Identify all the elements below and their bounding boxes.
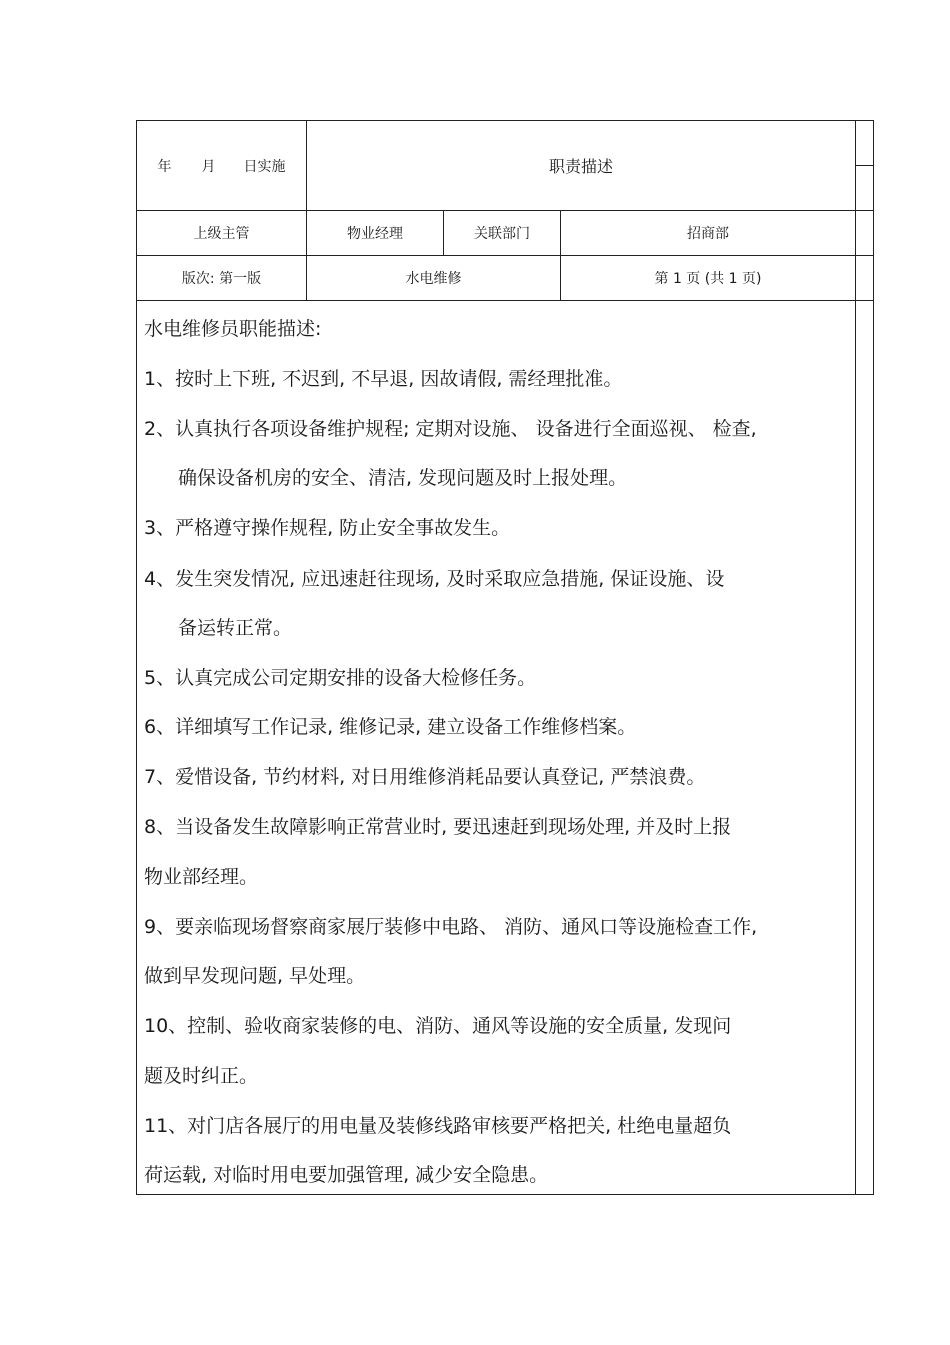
implementation-date bbox=[137, 121, 306, 210]
date-year: 年 bbox=[157, 158, 172, 175]
side-strip-divider bbox=[855, 165, 874, 166]
duty-line: 7、爱惜设备, 节约材料, 对日用维修消耗品要认真登记, 严禁浪费。 bbox=[144, 766, 706, 788]
row-divider-3 bbox=[136, 300, 874, 301]
duty-line: 物业部经理。 bbox=[144, 866, 259, 888]
side-strip-left bbox=[855, 120, 856, 1195]
table-border-right bbox=[873, 120, 874, 1195]
page-number: 第 1 页 (共 1 页) bbox=[654, 271, 762, 287]
department-label: 关联部门 bbox=[474, 226, 530, 242]
duty-line: 荷运载, 对临时用电要加强管理, 减少安全隐患。 bbox=[144, 1164, 549, 1186]
version: 版次: 第一版 bbox=[181, 271, 262, 287]
duty-line: 9、要亲临现场督察商家展厅装修中电路、 消防、通风口等设施检查工作, bbox=[144, 916, 758, 938]
date-day: 日实施 bbox=[243, 158, 286, 175]
duty-line: 11、对门店各展厅的用电量及装修线路审核要严格把关, 杜绝电量超负 bbox=[144, 1115, 732, 1137]
supervisor-label: 上级主管 bbox=[193, 226, 250, 242]
date-month: 月 bbox=[201, 158, 216, 175]
document-title: 职责描述 bbox=[548, 157, 613, 176]
department-value: 招商部 bbox=[687, 226, 729, 242]
duty-line: 做到早发现问题, 早处理。 bbox=[144, 965, 366, 987]
duty-line: 确保设备机房的安全、清洁, 发现问题及时上报处理。 bbox=[178, 467, 628, 489]
duty-line: 8、当设备发生故障影响正常营业时, 要迅速赶到现场处理, 并及时上报 bbox=[144, 816, 732, 838]
supervisor-value: 物业经理 bbox=[347, 226, 403, 242]
duty-line: 6、详细填写工作记录, 维修记录, 建立设备工作维修档案。 bbox=[144, 716, 637, 738]
table-border-bottom bbox=[136, 1194, 874, 1195]
duty-line: 10、控制、验收商家装修的电、消防、通风等设施的安全质量, 发现问 bbox=[144, 1015, 732, 1037]
body-heading: 水电维修员职能描述: bbox=[144, 318, 322, 340]
duty-line: 3、严格遵守操作规程, 防止安全事故发生。 bbox=[144, 517, 511, 539]
duty-line: 2、认真执行各项设备维护规程; 定期对设施、 设备进行全面巡视、 检查, bbox=[144, 418, 757, 440]
duty-line: 5、认真完成公司定期安排的设备大检修任务。 bbox=[144, 667, 537, 689]
duty-line: 备运转正常。 bbox=[178, 617, 293, 639]
duty-line: 4、发生突发情况, 应迅速赶往现场, 及时采取应急措施, 保证设施、设 bbox=[144, 568, 725, 590]
duty-line: 题及时纠正。 bbox=[144, 1065, 259, 1087]
position-title: 水电维修 bbox=[405, 271, 462, 287]
duty-line: 1、按时上下班, 不迟到, 不早退, 因故请假, 需经理批准。 bbox=[144, 368, 623, 390]
